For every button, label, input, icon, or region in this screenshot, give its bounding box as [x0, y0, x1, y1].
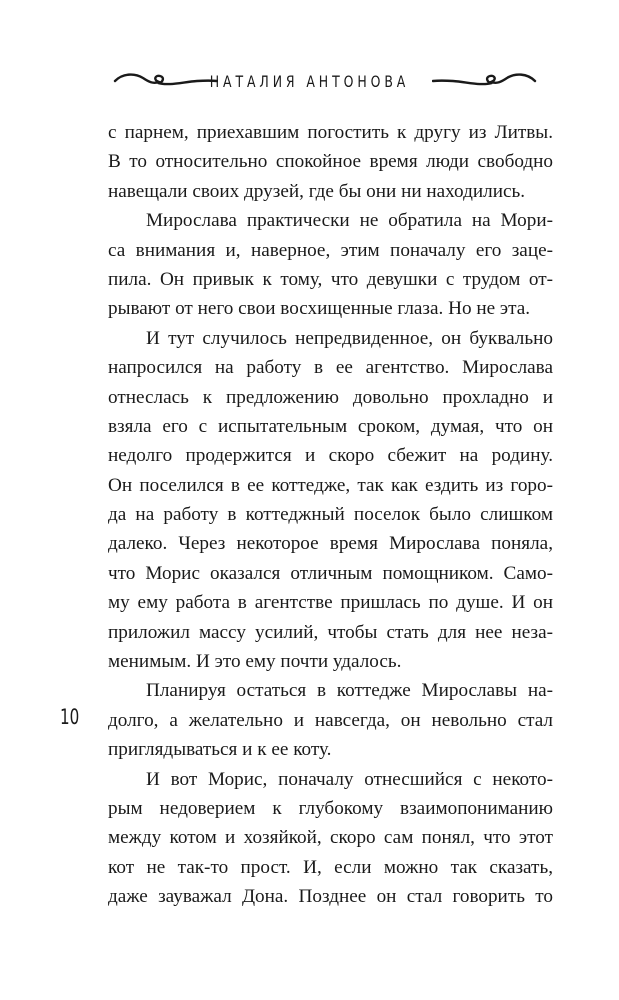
- text-line: рым недоверием к глубокому взаимопониманию: [108, 797, 553, 819]
- text-line: долго, а желательно и навсегда, он невольно стал: [108, 709, 553, 731]
- text-line: что Морис оказался отличным помощником. Само-: [108, 562, 553, 584]
- text-line: напросился на работу в ее агентство. Мирослава: [108, 357, 553, 379]
- text-line: Он поселился в ее коттедже, так как ездить из горо-: [108, 474, 553, 496]
- text-line: В то относительно спокойное время люди свободно: [108, 151, 553, 173]
- text-line: приглядываться и к ее коту.: [108, 739, 332, 761]
- text-line: му ему работа в агентстве пришлась по душе. И он: [108, 592, 553, 614]
- text-line: И тут случилось непредвиденное, он буквально: [146, 327, 553, 349]
- text-line: Мирослава практически не обратила на Мори-: [146, 210, 553, 232]
- author-name: НАТАЛИЯ АНТОНОВА: [209, 72, 410, 91]
- running-header: [0, 62, 619, 102]
- text-line: приложил массу усилий, чтобы стать для нее неза-: [108, 621, 553, 643]
- text-line: с парнем, приехавшим погостить к другу из Литвы.: [108, 122, 553, 143]
- text-line: навещали своих друзей, где бы они ни находились.: [108, 180, 526, 202]
- right-flourish-ornament: [432, 70, 537, 90]
- text-line: далеко. Через некоторое время Мирослава поняла,: [108, 533, 553, 555]
- text-line: взяла его с испытательным сроком, думая, что он: [108, 415, 553, 437]
- text-line: недолго продержится и скоро сбежит на родину.: [108, 445, 553, 467]
- text-line: И вот Морис, поначалу отнесшийся с некото-: [146, 768, 553, 790]
- body-text: [108, 118, 553, 912]
- text-line: са внимания и, наверное, этим поначалу его заце-: [108, 239, 553, 261]
- page-number: 10: [60, 705, 80, 729]
- text-line: пила. Он привык к тому, что девушки с трудом от-: [108, 268, 553, 290]
- text-line: рывают от него свои восхищенные глаза. Но не эта.: [108, 298, 531, 320]
- text-line: между котом и хозяйкой, скоро сам понял, что этот: [108, 827, 553, 849]
- text-line: менимым. И это ему почти удалось.: [108, 651, 402, 673]
- text-line: Планируя остаться в коттедже Мирославы на-: [146, 680, 553, 702]
- text-line: да на работу в коттеджный поселок было слишком: [108, 504, 553, 526]
- text-line: отнеслась к предложению довольно прохладно и: [108, 386, 553, 408]
- text-line: даже зауважал Дона. Позднее он стал говорить то: [108, 886, 553, 908]
- text-line: кот не так-то прост. И, если можно так сказать,: [108, 856, 553, 878]
